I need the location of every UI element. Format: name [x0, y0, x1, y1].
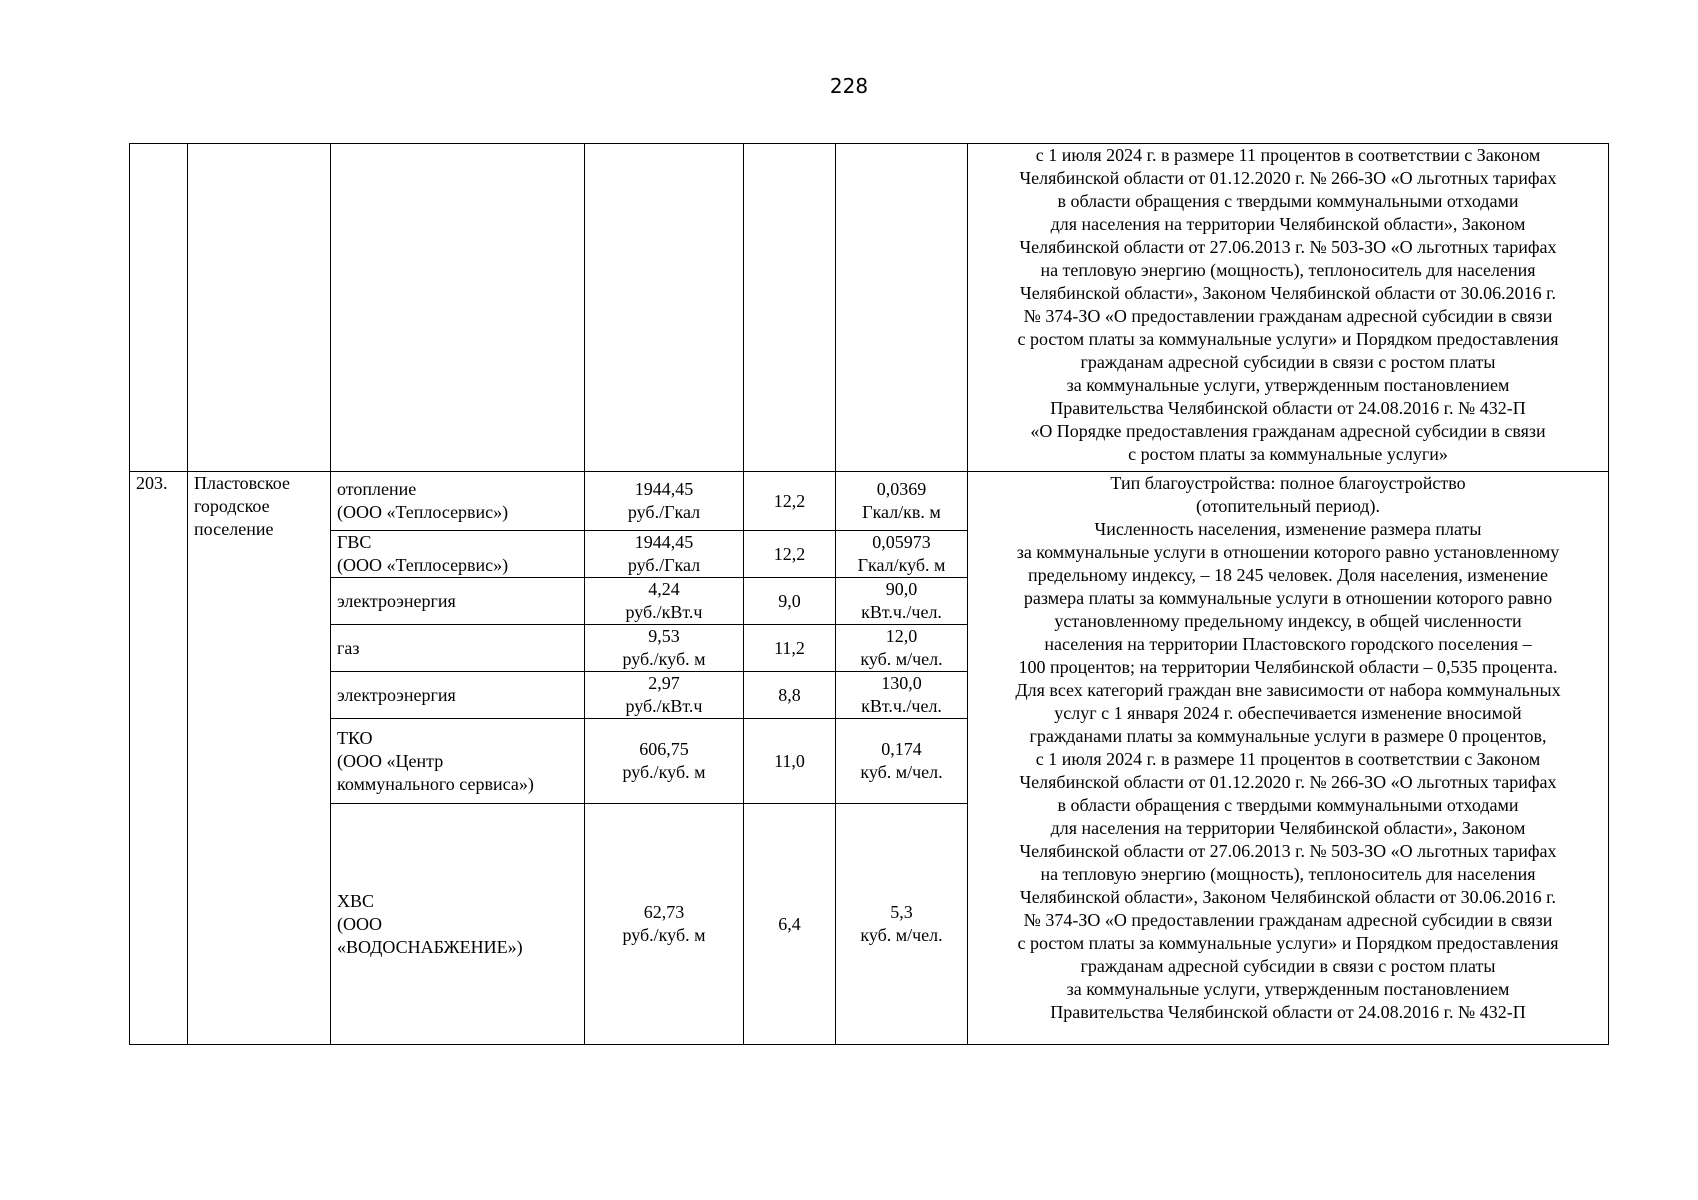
tariff-value: 2,97 руб./кВт.ч — [585, 672, 744, 719]
tariff-value: 4,24 руб./кВт.ч — [585, 578, 744, 625]
rate-value: 6,4 — [744, 804, 836, 1045]
empty-cell — [744, 144, 836, 472]
rate-value: 11,2 — [744, 625, 836, 672]
tariff-value: 62,73 руб./куб. м — [585, 804, 744, 1045]
continuation-note: с 1 июля 2024 г. в размере 11 процентов в соответствии с Законом Челябинской области от 01.12.2020 г. № 266-ЗО «О льготных тарифах в области обращения с твердыми коммунальными отходами для населения на территории Челябинской области», Законом Челябинской области от 27.06.2013 г. № 503-ЗО «О льготных тарифах на тепловую энергию (мощность), теплоноситель для населения Челябинской области», Законом Челябинской области от 30.06.2016 г. № 374-ЗО «О предоставлении гражданам адресной субсидии в связи с ростом платы за коммунальные услуги» и Порядком предоставления гражданам адресной субсидии в связи с ростом платы за коммунальные услуги, утвержденным постановлением Правительства Челябинской области от 24.08.2016 г. № 432-П «О Порядке предоставления гражданам адресной субсидии в связи с ростом платы за коммунальные услуги» — [968, 144, 1609, 472]
norm-value: 5,3 куб. м/чел. — [836, 804, 968, 1045]
norm-value: 90,0 кВт.ч./чел. — [836, 578, 968, 625]
service-name: ХВС (ООО «ВОДОСНАБЖЕНИЕ») — [331, 804, 585, 1045]
tariff-value: 1944,45 руб./Гкал — [585, 531, 744, 578]
empty-cell — [836, 144, 968, 472]
service-name: ТКО (ООО «Центр коммунального сервиса») — [331, 719, 585, 804]
tariff-value: 9,53 руб./куб. м — [585, 625, 744, 672]
table-row — [130, 472, 1609, 531]
rate-value: 8,8 — [744, 672, 836, 719]
municipality-name: Пластовское городское поселение — [188, 472, 331, 1045]
entry-number: 203. — [130, 472, 188, 1045]
service-name: газ — [331, 625, 585, 672]
continuation-row — [130, 144, 1609, 472]
entry-note: Тип благоустройства: полное благоустройство (отопительный период). Численность населения, изменение размера платы за коммунальные услуги в отношении которого равно установленному предельному индексу, – 18 245 человек. Доля населения, изменение размера платы за коммунальные услуги в отношении которого равно установленному предельному индексу, в общей численности населения на территории Пластовского городского поселения – 100 процентов; на территории Челябинской области – 0,535 процента. Для всех категорий граждан вне зависимости от набора коммунальных услуг с 1 января 2024 г. обеспечивается изменение вносимой гражданами платы за коммунальные услуги в размере 0 процентов, с 1 июля 2024 г. в размере 11 процентов в соответствии с Законом Челябинской области от 01.12.2020 г. № 266-ЗО «О льготных тарифах в области обращения с твердыми коммунальными отходами для населения на территории Челябинской области», Законом Челябинской области от 27.06.2013 г. № 503-ЗО «О льготных тарифах на тепловую энергию (мощность), теплоноситель для населения Челябинской области», Законом Челябинской области от 30.06.2016 г. № 374-ЗО «О предоставлении гражданам адресной субсидии в связи с ростом платы за коммунальные услуги» и Порядком предоставления гражданам адресной субсидии в связи с ростом платы за коммунальные услуги, утвержденным постановлением Правительства Челябинской области от 24.08.2016 г. № 432-П — [968, 472, 1609, 1045]
tariff-table — [129, 143, 1609, 1045]
empty-cell — [331, 144, 585, 472]
service-name: отопление (ООО «Теплосервис») — [331, 472, 585, 531]
rate-value: 12,2 — [744, 531, 836, 578]
page-number: 228 — [829, 74, 869, 98]
norm-value: 12,0 куб. м/чел. — [836, 625, 968, 672]
empty-cell — [130, 144, 188, 472]
norm-value: 0,05973 Гкал/куб. м — [836, 531, 968, 578]
norm-value: 0,174 куб. м/чел. — [836, 719, 968, 804]
norm-value: 130,0 кВт.ч./чел. — [836, 672, 968, 719]
rate-value: 12,2 — [744, 472, 836, 531]
rate-value: 11,0 — [744, 719, 836, 804]
rate-value: 9,0 — [744, 578, 836, 625]
service-name: электроэнергия — [331, 578, 585, 625]
service-name: электроэнергия — [331, 672, 585, 719]
tariff-value: 606,75 руб./куб. м — [585, 719, 744, 804]
empty-cell — [188, 144, 331, 472]
tariff-value: 1944,45 руб./Гкал — [585, 472, 744, 531]
norm-value: 0,0369 Гкал/кв. м — [836, 472, 968, 531]
service-name: ГВС (ООО «Теплосервис») — [331, 531, 585, 578]
empty-cell — [585, 144, 744, 472]
